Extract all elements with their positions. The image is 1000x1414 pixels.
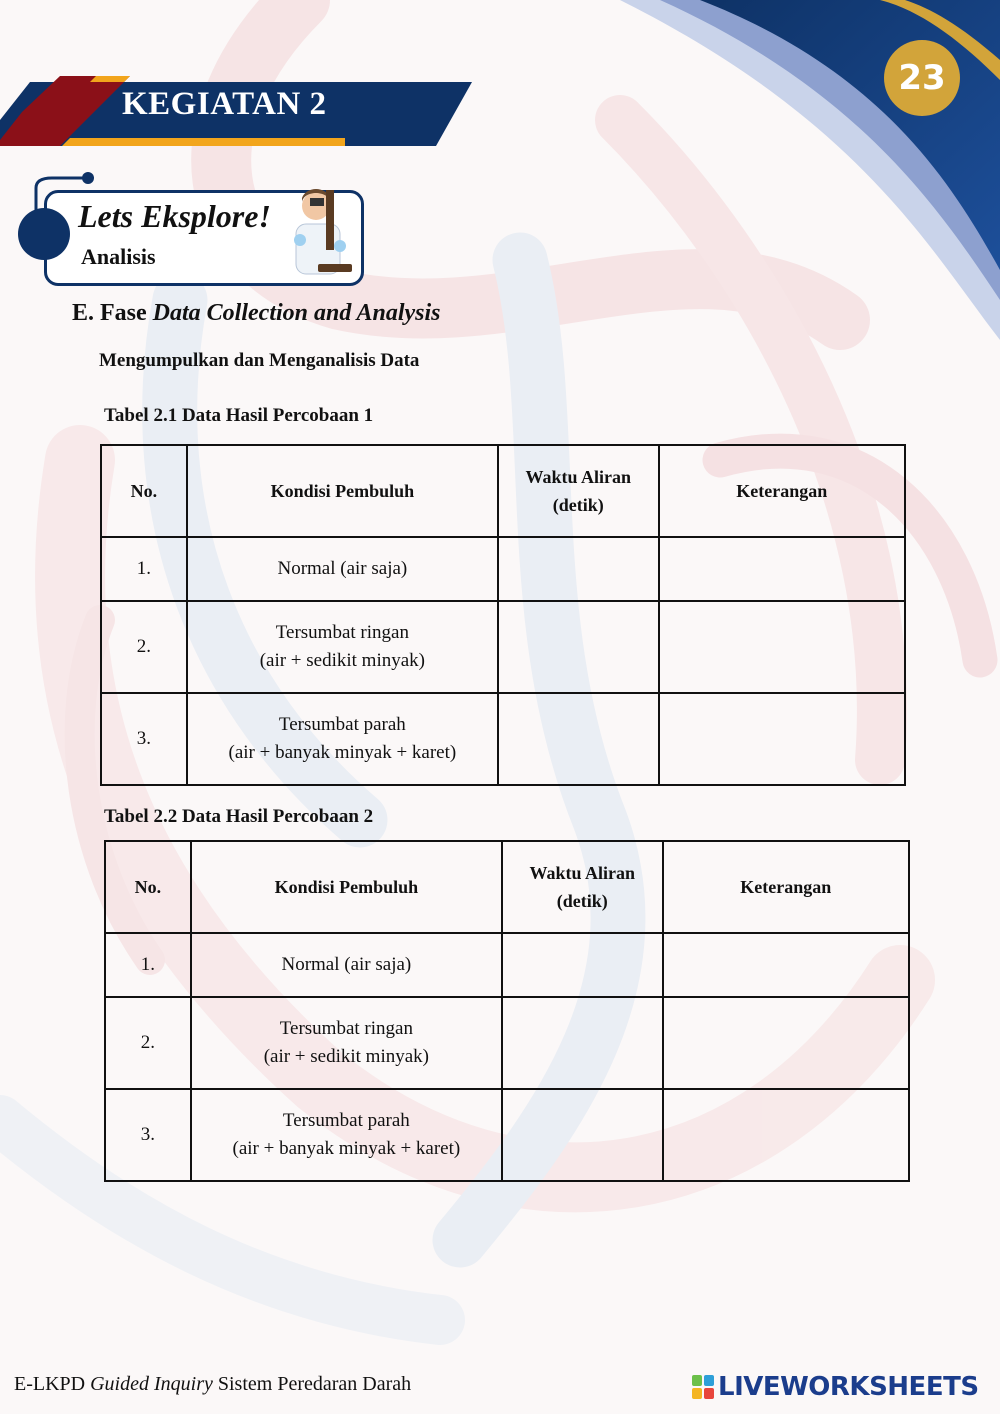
cell-keterangan-input[interactable] [663, 1089, 909, 1181]
explore-title: Lets Eksplore! [78, 198, 271, 234]
cell-kondisi: Normal (air saja) [187, 537, 498, 601]
liveworksheets-icon [692, 1375, 714, 1399]
cell-no: 1. [105, 933, 191, 997]
table-2-caption: Tabel 2.2 Data Hasil Percobaan 2 [104, 806, 374, 827]
cell-no: 2. [101, 601, 187, 693]
cell-keterangan-input[interactable] [663, 997, 909, 1089]
table-header-row [105, 841, 909, 933]
section-title: E. Fase Data Collection and Analysis [72, 300, 441, 326]
section-subtitle: Mengumpulkan dan Menganalisis Data [99, 350, 420, 371]
header-keterangan: Keterangan [663, 841, 909, 933]
header-keterangan: Keterangan [659, 445, 905, 537]
scientist-microscope-icon [282, 184, 358, 276]
footer-title: E-LKPD Guided Inquiry Sistem Peredaran Darah [14, 1373, 412, 1395]
cell-no: 3. [101, 693, 187, 785]
table-1-caption: Tabel 2.1 Data Hasil Percobaan 1 [104, 405, 374, 426]
cell-waktu-input[interactable] [502, 1089, 663, 1181]
page-number-badge: 23 [884, 40, 960, 116]
table-header-row [101, 445, 905, 537]
activity-title: KEGIATAN 2 [122, 86, 327, 122]
liveworksheets-logo[interactable] [692, 1372, 979, 1402]
table-2 [104, 840, 910, 1182]
cell-keterangan-input[interactable] [663, 933, 909, 997]
cell-keterangan-input[interactable] [659, 601, 905, 693]
explore-subtitle: Analisis [81, 244, 156, 269]
header-no: No. [105, 841, 191, 933]
cell-waktu-input[interactable] [502, 933, 663, 997]
cell-waktu-input[interactable] [498, 537, 659, 601]
cell-kondisi: Normal (air saja) [191, 933, 502, 997]
cell-waktu-input[interactable] [498, 693, 659, 785]
cell-kondisi: Tersumbat parah (air + banyak minyak + karet) [191, 1089, 502, 1181]
header-waktu: Waktu Aliran (detik) [498, 445, 659, 537]
cell-keterangan-input[interactable] [659, 693, 905, 785]
table-row [101, 693, 905, 785]
cell-keterangan-input[interactable] [659, 537, 905, 601]
header-waktu: Waktu Aliran (detik) [502, 841, 663, 933]
table-row [101, 601, 905, 693]
table-row [105, 997, 909, 1089]
header-kondisi: Kondisi Pembuluh [191, 841, 502, 933]
header-no: No. [101, 445, 187, 537]
cell-no: 3. [105, 1089, 191, 1181]
cell-no: 2. [105, 997, 191, 1089]
liveworksheets-brand: LIVEWORKSHEETS [718, 1372, 979, 1402]
table-row [105, 933, 909, 997]
cell-kondisi: Tersumbat parah (air + banyak minyak + karet) [187, 693, 498, 785]
table-row [105, 1089, 909, 1181]
cell-waktu-input[interactable] [502, 997, 663, 1089]
table-1 [100, 444, 906, 786]
table-row [101, 537, 905, 601]
cell-kondisi: Tersumbat ringan (air + sedikit minyak) [191, 997, 502, 1089]
explore-circle-decoration [18, 208, 70, 260]
cell-waktu-input[interactable] [498, 601, 659, 693]
cell-no: 1. [101, 537, 187, 601]
header-kondisi: Kondisi Pembuluh [187, 445, 498, 537]
cell-kondisi: Tersumbat ringan (air + sedikit minyak) [187, 601, 498, 693]
